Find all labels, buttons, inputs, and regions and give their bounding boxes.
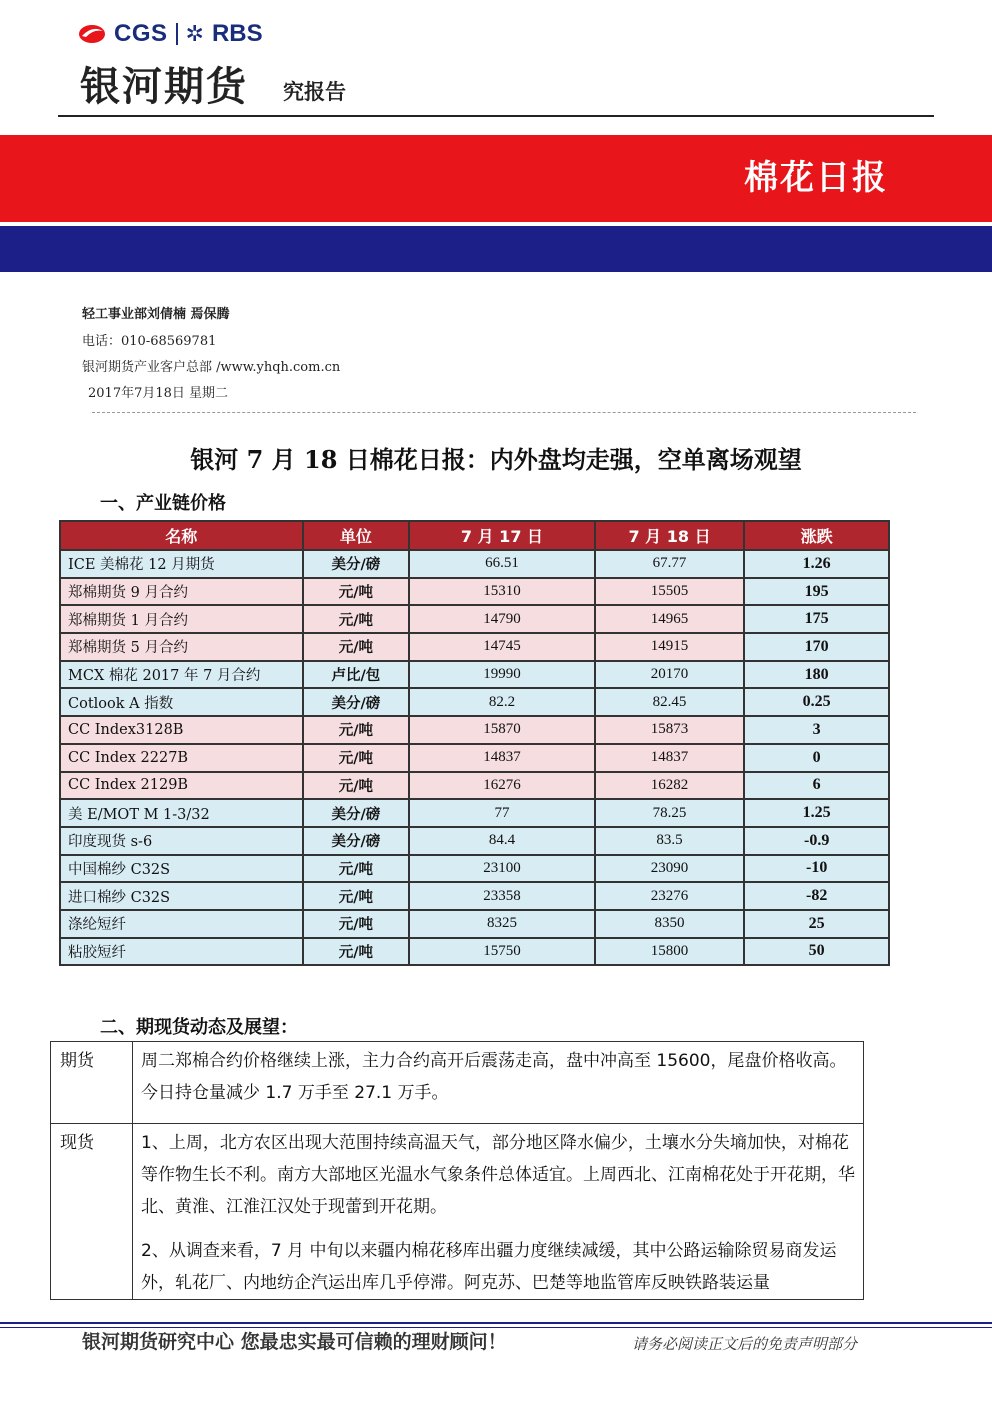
cell-name: 中国棉纱 C32S — [60, 855, 303, 883]
spot-content — [133, 1124, 864, 1300]
cell-name: ICE 美棉花 12 月期货 — [60, 550, 303, 578]
cell-change: 0 — [744, 744, 889, 772]
cell-jul17: 19990 — [409, 661, 595, 689]
cell-unit: 元/吨 — [303, 855, 410, 883]
footer-slogan: 银河期货研究中心 您最忠实最可信赖的理财顾问！ — [82, 1331, 507, 1353]
table-row — [60, 633, 889, 661]
cell-name: MCX 棉花 2017 年 7 月合约 — [60, 661, 303, 689]
cell-unit: 元/吨 — [303, 633, 410, 661]
cell-name: 郑棉期货 5 月合约 — [60, 633, 303, 661]
table-row — [60, 882, 889, 910]
cell-name: 郑棉期货 1 月合约 — [60, 605, 303, 633]
cell-change: 0.25 — [744, 688, 889, 716]
cell-jul17: 77 — [409, 799, 595, 827]
table-header-row — [60, 521, 889, 550]
cell-unit: 元/吨 — [303, 744, 410, 772]
cell-jul18: 15873 — [595, 716, 745, 744]
cell-unit: 美分/磅 — [303, 799, 410, 827]
col-header-unit: 单位 — [303, 521, 410, 550]
spot-label: 现货 — [51, 1124, 133, 1300]
report-title-banner: 棉花日报 — [744, 158, 888, 198]
table-row — [60, 910, 889, 938]
logo-rbs-text: RBS — [211, 20, 263, 47]
cell-jul18: 83.5 — [595, 827, 745, 855]
cell-change: 175 — [744, 605, 889, 633]
table-row — [51, 1124, 864, 1300]
table-row — [60, 661, 889, 689]
logo-cgs-text: CGS — [114, 20, 168, 47]
cell-jul18: 16282 — [595, 772, 745, 800]
cell-change: 180 — [744, 661, 889, 689]
cgs-swirl-icon — [78, 23, 106, 45]
cell-jul18: 14837 — [595, 744, 745, 772]
col-header-name: 名称 — [60, 521, 303, 550]
cell-jul18: 67.77 — [595, 550, 745, 578]
cell-unit: 元/吨 — [303, 772, 410, 800]
cell-jul17: 66.51 — [409, 550, 595, 578]
cell-unit: 美分/磅 — [303, 827, 410, 855]
table-row — [60, 744, 889, 772]
cell-change: 6 — [744, 772, 889, 800]
table-row — [60, 688, 889, 716]
cell-jul17: 82.2 — [409, 688, 595, 716]
cell-unit: 卢比/包 — [303, 661, 410, 689]
spot-paragraph-1: 1、上周，北方农区出现大范围持续高温天气，部分地区降水偏少，土壤水分失墒加快，对棉花等作物生长不利。南方大部地区光温水气象条件总体适宜。上周西北、江南棉花处于开花期，华北、黄淮、江淮江汉处于现蕾到开花期。 — [141, 1133, 855, 1217]
table-row — [60, 855, 889, 883]
cell-name: Cotlook A 指数 — [60, 688, 303, 716]
cell-change: 3 — [744, 716, 889, 744]
cell-name: 粘胶短纤 — [60, 938, 303, 966]
cell-name: 郑棉期货 9 月合约 — [60, 578, 303, 606]
report-type: 究报告 — [283, 80, 346, 104]
header-divider — [58, 115, 934, 117]
cell-name: 美 E/MOT M 1-3/32 — [60, 799, 303, 827]
cell-name: CC Index 2129B — [60, 772, 303, 800]
cell-unit: 元/吨 — [303, 578, 410, 606]
cell-name: CC Index3128B — [60, 716, 303, 744]
cell-change: 1.25 — [744, 799, 889, 827]
futures-text: 周二郑棉合约价格继续上涨，主力合约高开后震荡走高，盘中冲高至 15600，尾盘价格收高。今日持仓量减少 1.7 万手至 27.1 万手。 — [133, 1042, 864, 1124]
cell-unit: 元/吨 — [303, 605, 410, 633]
cell-jul17: 15750 — [409, 938, 595, 966]
cell-jul17: 8325 — [409, 910, 595, 938]
rbs-star-icon: ✲ — [185, 21, 204, 47]
report-date: 2017年7月18日 星期二 — [88, 386, 229, 401]
cell-change: 25 — [744, 910, 889, 938]
table-row — [51, 1042, 864, 1124]
cell-jul18: 78.25 — [595, 799, 745, 827]
table-row — [60, 605, 889, 633]
footer-disclaimer: 请务必阅读正文后的免责声明部分 — [632, 1335, 858, 1353]
table-row — [60, 772, 889, 800]
cell-jul18: 14915 — [595, 633, 745, 661]
spot-paragraph-2: 2、从调查来看，7 月 中旬以来疆内棉花移库出疆力度继续减缓，其中公路运输除贸易商发运外，轧花厂、内地纺企汽运出库几乎停滞。阿克苏、巴楚等地监管库反映铁路装运量 — [141, 1241, 837, 1293]
col-header-jul17: 7 月 17 日 — [409, 521, 595, 550]
cell-change: -82 — [744, 882, 889, 910]
phone: 电话：010-68569781 — [82, 334, 217, 349]
cell-jul17: 14837 — [409, 744, 595, 772]
cell-unit: 元/吨 — [303, 938, 410, 966]
cell-jul17: 14745 — [409, 633, 595, 661]
cell-jul18: 14965 — [595, 605, 745, 633]
cell-jul18: 23276 — [595, 882, 745, 910]
website[interactable]: 银河期货产业客户总部 /www.yhqh.com.cn — [82, 360, 341, 375]
cell-jul17: 15310 — [409, 578, 595, 606]
table-row — [60, 938, 889, 966]
table-row — [60, 550, 889, 578]
cell-jul17: 16276 — [409, 772, 595, 800]
cell-jul17: 84.4 — [409, 827, 595, 855]
futures-label: 期货 — [51, 1042, 133, 1124]
meta-divider — [92, 412, 916, 413]
cell-change: -10 — [744, 855, 889, 883]
footer-line — [0, 1322, 992, 1324]
cell-unit: 元/吨 — [303, 882, 410, 910]
cell-change: 195 — [744, 578, 889, 606]
cell-jul18: 82.45 — [595, 688, 745, 716]
cell-jul17: 14790 — [409, 605, 595, 633]
logo — [78, 20, 263, 48]
cell-name: CC Index 2227B — [60, 744, 303, 772]
cell-unit: 元/吨 — [303, 910, 410, 938]
cell-jul17: 23100 — [409, 855, 595, 883]
cell-unit: 美分/磅 — [303, 688, 410, 716]
section-heading-outlook: 二、期现货动态及展望： — [100, 1017, 298, 1038]
cell-jul18: 15505 — [595, 578, 745, 606]
title-band-blue — [0, 226, 992, 272]
price-table — [59, 520, 890, 966]
company-name: 银河期货 — [80, 64, 248, 110]
article-title: 银河 7 月 18 日棉花日报：内外盘均走强，空单离场观望 — [190, 445, 802, 474]
logo-divider — [176, 23, 178, 45]
cell-change: 1.26 — [744, 550, 889, 578]
table-row — [60, 799, 889, 827]
cell-jul18: 15800 — [595, 938, 745, 966]
table-row — [60, 578, 889, 606]
section-heading-prices: 一、产业链价格 — [100, 493, 226, 514]
table-row — [60, 827, 889, 855]
authors: 轻工事业部刘倩楠 焉保腾 — [82, 307, 230, 322]
outlook-table — [50, 1041, 864, 1300]
cell-change: 50 — [744, 938, 889, 966]
table-row — [60, 716, 889, 744]
cell-name: 印度现货 s-6 — [60, 827, 303, 855]
cell-unit: 元/吨 — [303, 716, 410, 744]
cell-name: 进口棉纱 C32S — [60, 882, 303, 910]
cell-jul18: 20170 — [595, 661, 745, 689]
cell-change: 170 — [744, 633, 889, 661]
cell-jul18: 8350 — [595, 910, 745, 938]
cell-jul17: 23358 — [409, 882, 595, 910]
col-header-jul18: 7 月 18 日 — [595, 521, 745, 550]
cell-unit: 美分/磅 — [303, 550, 410, 578]
cell-jul17: 15870 — [409, 716, 595, 744]
cell-jul18: 23090 — [595, 855, 745, 883]
cell-name: 涤纶短纤 — [60, 910, 303, 938]
col-header-change: 涨跌 — [744, 521, 889, 550]
cell-change: -0.9 — [744, 827, 889, 855]
